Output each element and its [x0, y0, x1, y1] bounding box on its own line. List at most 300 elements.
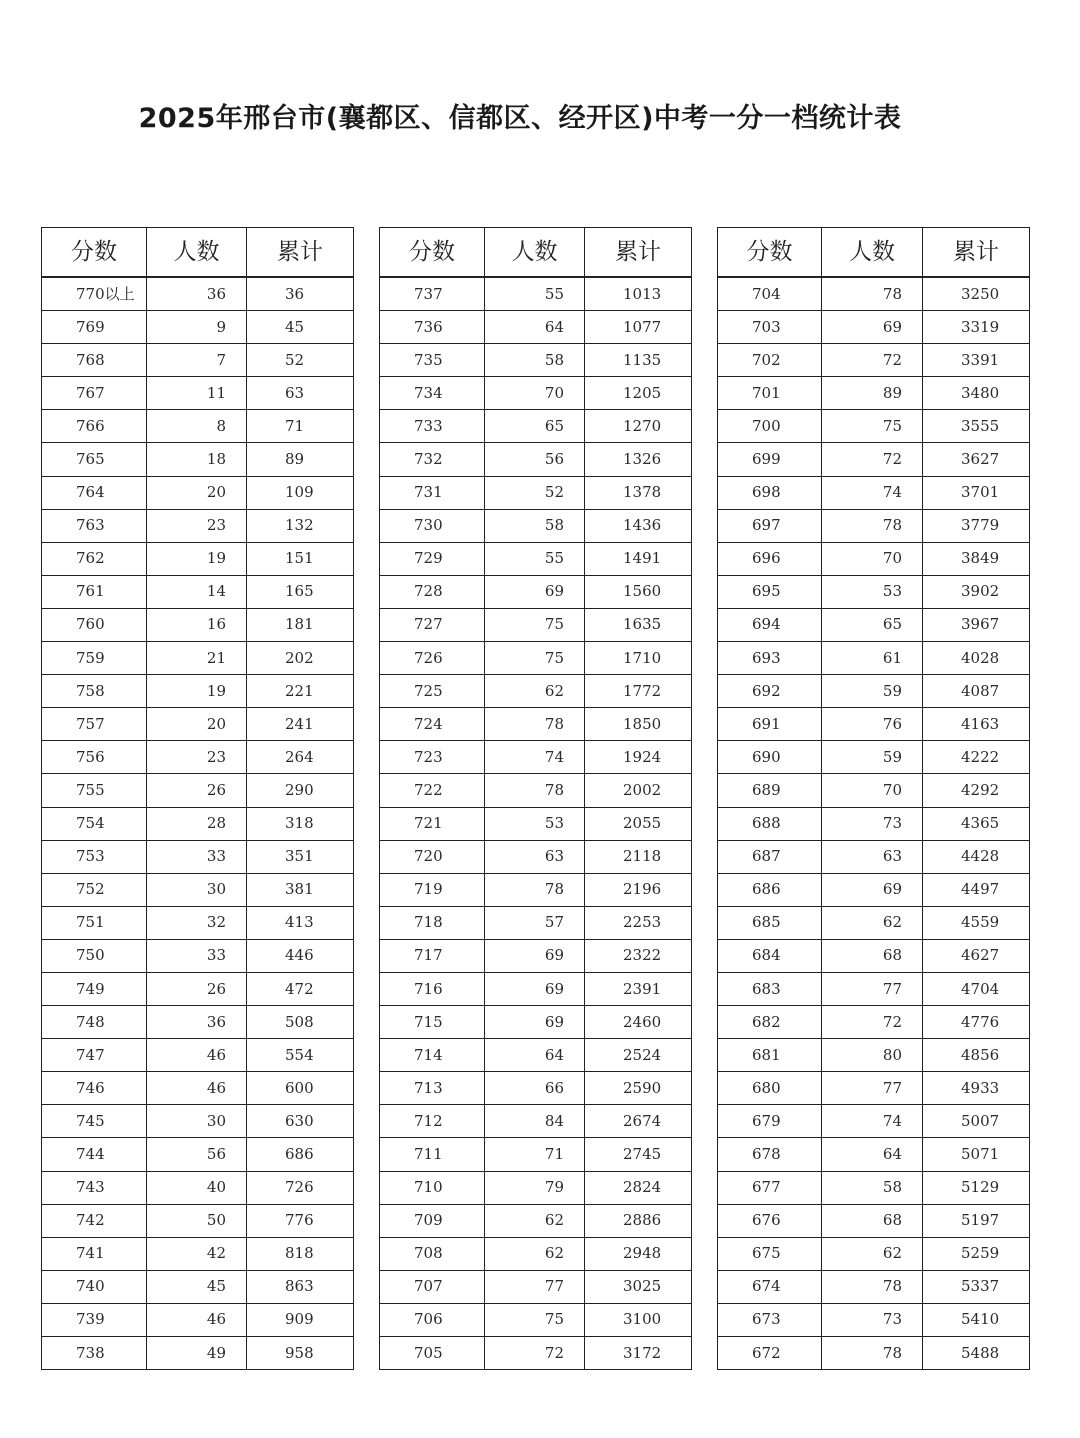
- cell-count: 16: [147, 608, 247, 641]
- page-title: 2025年邢台市(襄都区、信都区、经开区)中考一分一档统计表: [138, 103, 902, 134]
- table-row: [42, 1006, 354, 1039]
- cell-count: 30: [147, 873, 247, 906]
- cell-score: 749: [42, 972, 147, 1005]
- cell-count: 36: [147, 1006, 247, 1039]
- table-row: [718, 675, 1030, 708]
- cell-count: 62: [822, 906, 923, 939]
- cell-count: 30: [147, 1105, 247, 1138]
- cell-cumulative: 2460: [585, 1006, 692, 1039]
- cell-score: 763: [42, 509, 147, 542]
- table-row: [380, 939, 692, 972]
- cell-count: 63: [822, 840, 923, 873]
- cell-cumulative: 2886: [585, 1204, 692, 1237]
- cell-cumulative: 1710: [585, 642, 692, 675]
- table-row: [718, 509, 1030, 542]
- cell-cumulative: 446: [247, 939, 354, 972]
- cell-score: 733: [380, 410, 485, 443]
- cell-cumulative: 3480: [923, 377, 1030, 410]
- score-table-3: [717, 227, 1030, 1370]
- cell-cumulative: 600: [247, 1072, 354, 1105]
- cell-count: 74: [485, 741, 585, 774]
- table-row: [718, 1171, 1030, 1204]
- table-row: [718, 1105, 1030, 1138]
- cell-cumulative: 1135: [585, 344, 692, 377]
- cell-cumulative: 1270: [585, 410, 692, 443]
- cell-score: 745: [42, 1105, 147, 1138]
- cell-count: 69: [485, 939, 585, 972]
- cell-count: 8: [147, 410, 247, 443]
- cell-score: 674: [718, 1270, 822, 1303]
- cell-count: 72: [822, 344, 923, 377]
- cell-count: 56: [485, 443, 585, 476]
- cell-score: 705: [380, 1337, 485, 1370]
- cell-count: 56: [147, 1138, 247, 1171]
- cell-score: 754: [42, 807, 147, 840]
- cell-score: 764: [42, 476, 147, 509]
- table-row: [380, 344, 692, 377]
- cell-count: 19: [147, 542, 247, 575]
- cell-score: 709: [380, 1204, 485, 1237]
- cell-score: 696: [718, 542, 822, 575]
- cell-score: 702: [718, 344, 822, 377]
- cell-score: 735: [380, 344, 485, 377]
- cell-cumulative: 351: [247, 840, 354, 873]
- table-row: [718, 1303, 1030, 1336]
- cell-count: 55: [485, 277, 585, 311]
- cell-score: 685: [718, 906, 822, 939]
- cell-cumulative: 958: [247, 1337, 354, 1370]
- table-header-row: [380, 228, 692, 278]
- cell-count: 78: [485, 774, 585, 807]
- cell-score: 725: [380, 675, 485, 708]
- cell-count: 46: [147, 1303, 247, 1336]
- cell-count: 64: [485, 1039, 585, 1072]
- cell-score: 741: [42, 1237, 147, 1270]
- cell-score: 716: [380, 972, 485, 1005]
- cell-count: 11: [147, 377, 247, 410]
- cell-score: 739: [42, 1303, 147, 1336]
- cell-score: 681: [718, 1039, 822, 1072]
- table-row: [380, 642, 692, 675]
- header-score: 分数: [42, 228, 147, 278]
- table-row: [718, 1237, 1030, 1270]
- table-header-row: [42, 228, 354, 278]
- table-row: [718, 1204, 1030, 1237]
- table-row: [380, 972, 692, 1005]
- table-row: [718, 344, 1030, 377]
- cell-cumulative: 241: [247, 708, 354, 741]
- cell-count: 84: [485, 1105, 585, 1138]
- cell-cumulative: 63: [247, 377, 354, 410]
- cell-score: 684: [718, 939, 822, 972]
- table-row: [380, 708, 692, 741]
- table-row: [718, 807, 1030, 840]
- cell-cumulative: 1205: [585, 377, 692, 410]
- cell-score: 750: [42, 939, 147, 972]
- cell-cumulative: 109: [247, 476, 354, 509]
- cell-cumulative: 2745: [585, 1138, 692, 1171]
- cell-count: 32: [147, 906, 247, 939]
- cell-count: 77: [822, 1072, 923, 1105]
- table-row: [42, 906, 354, 939]
- cell-count: 73: [822, 1303, 923, 1336]
- table-row: [380, 741, 692, 774]
- cell-count: 59: [822, 675, 923, 708]
- cell-count: 20: [147, 476, 247, 509]
- cell-cumulative: 2524: [585, 1039, 692, 1072]
- cell-count: 57: [485, 906, 585, 939]
- cell-count: 50: [147, 1204, 247, 1237]
- cell-score: 683: [718, 972, 822, 1005]
- cell-cumulative: 413: [247, 906, 354, 939]
- cell-count: 23: [147, 741, 247, 774]
- cell-cumulative: 5129: [923, 1171, 1030, 1204]
- cell-count: 69: [485, 972, 585, 1005]
- table-row: [380, 675, 692, 708]
- cell-cumulative: 3250: [923, 277, 1030, 311]
- cell-cumulative: 1924: [585, 741, 692, 774]
- table-row: [42, 476, 354, 509]
- table-row: [380, 906, 692, 939]
- cell-count: 40: [147, 1171, 247, 1204]
- cell-score: 759: [42, 642, 147, 675]
- cell-count: 52: [485, 476, 585, 509]
- cell-score: 769: [42, 311, 147, 344]
- cell-score: 767: [42, 377, 147, 410]
- cell-score: 761: [42, 575, 147, 608]
- cell-score: 678: [718, 1138, 822, 1171]
- cell-cumulative: 36: [247, 277, 354, 311]
- cell-cumulative: 2674: [585, 1105, 692, 1138]
- header-cumulative: 累计: [247, 228, 354, 278]
- table-row: [42, 1105, 354, 1138]
- cell-score: 731: [380, 476, 485, 509]
- cell-count: 33: [147, 840, 247, 873]
- table-row: [380, 807, 692, 840]
- cell-cumulative: 1077: [585, 311, 692, 344]
- cell-count: 61: [822, 642, 923, 675]
- cell-count: 78: [822, 1270, 923, 1303]
- table-row: [42, 344, 354, 377]
- cell-cumulative: 909: [247, 1303, 354, 1336]
- table-row: [718, 575, 1030, 608]
- cell-count: 63: [485, 840, 585, 873]
- table-row: [380, 840, 692, 873]
- cell-score: 687: [718, 840, 822, 873]
- cell-count: 53: [822, 575, 923, 608]
- cell-count: 64: [485, 311, 585, 344]
- cell-score: 732: [380, 443, 485, 476]
- cell-cumulative: 4627: [923, 939, 1030, 972]
- table-row: [42, 840, 354, 873]
- table-row: [718, 1270, 1030, 1303]
- cell-score: 695: [718, 575, 822, 608]
- table-row: [380, 311, 692, 344]
- cell-cumulative: 5071: [923, 1138, 1030, 1171]
- cell-cumulative: 45: [247, 311, 354, 344]
- cell-score: 762: [42, 542, 147, 575]
- cell-cumulative: 3627: [923, 443, 1030, 476]
- cell-count: 69: [822, 873, 923, 906]
- cell-cumulative: 71: [247, 410, 354, 443]
- cell-count: 74: [822, 1105, 923, 1138]
- cell-count: 33: [147, 939, 247, 972]
- cell-cumulative: 318: [247, 807, 354, 840]
- table-row: [42, 1039, 354, 1072]
- cell-cumulative: 221: [247, 675, 354, 708]
- cell-count: 49: [147, 1337, 247, 1370]
- score-table-2: [379, 227, 692, 1370]
- table-row: [42, 377, 354, 410]
- cell-score: 729: [380, 542, 485, 575]
- cell-score: 676: [718, 1204, 822, 1237]
- cell-score: 690: [718, 741, 822, 774]
- cell-cumulative: 290: [247, 774, 354, 807]
- table-row: [380, 377, 692, 410]
- cell-count: 7: [147, 344, 247, 377]
- cell-score: 704: [718, 277, 822, 311]
- table-row: [718, 1039, 1030, 1072]
- cell-cumulative: 2391: [585, 972, 692, 1005]
- cell-score: 737: [380, 277, 485, 311]
- cell-cumulative: 5259: [923, 1237, 1030, 1270]
- cell-count: 19: [147, 675, 247, 708]
- cell-score: 707: [380, 1270, 485, 1303]
- cell-cumulative: 4292: [923, 774, 1030, 807]
- cell-score: 717: [380, 939, 485, 972]
- cell-cumulative: 2322: [585, 939, 692, 972]
- cell-count: 28: [147, 807, 247, 840]
- cell-cumulative: 818: [247, 1237, 354, 1270]
- cell-score: 748: [42, 1006, 147, 1039]
- cell-score: 744: [42, 1138, 147, 1171]
- cell-score: 770以上: [42, 277, 147, 311]
- cell-count: 77: [822, 972, 923, 1005]
- table-row: [718, 443, 1030, 476]
- cell-count: 26: [147, 774, 247, 807]
- cell-count: 46: [147, 1072, 247, 1105]
- cell-cumulative: 3100: [585, 1303, 692, 1336]
- table-row: [380, 1039, 692, 1072]
- table-row: [42, 807, 354, 840]
- cell-score: 699: [718, 443, 822, 476]
- table-row: [42, 675, 354, 708]
- cell-count: 68: [822, 1204, 923, 1237]
- cell-count: 62: [485, 675, 585, 708]
- cell-score: 675: [718, 1237, 822, 1270]
- table-row: [718, 277, 1030, 311]
- cell-cumulative: 4163: [923, 708, 1030, 741]
- table-row: [718, 1006, 1030, 1039]
- cell-cumulative: 4559: [923, 906, 1030, 939]
- cell-score: 752: [42, 873, 147, 906]
- cell-score: 730: [380, 509, 485, 542]
- cell-cumulative: 89: [247, 443, 354, 476]
- cell-score: 758: [42, 675, 147, 708]
- cell-score: 673: [718, 1303, 822, 1336]
- cell-score: 693: [718, 642, 822, 675]
- cell-count: 78: [485, 708, 585, 741]
- cell-count: 65: [822, 608, 923, 641]
- table-row: [380, 1337, 692, 1370]
- cell-cumulative: 202: [247, 642, 354, 675]
- cell-cumulative: 554: [247, 1039, 354, 1072]
- table-row: [718, 476, 1030, 509]
- cell-score: 740: [42, 1270, 147, 1303]
- cell-cumulative: 1326: [585, 443, 692, 476]
- cell-count: 59: [822, 741, 923, 774]
- cell-score: 726: [380, 642, 485, 675]
- cell-cumulative: 2590: [585, 1072, 692, 1105]
- table-header-row: [718, 228, 1030, 278]
- table-row: [380, 1138, 692, 1171]
- cell-count: 78: [822, 509, 923, 542]
- cell-count: 45: [147, 1270, 247, 1303]
- cell-cumulative: 1491: [585, 542, 692, 575]
- table-row: [42, 1237, 354, 1270]
- cell-cumulative: 2055: [585, 807, 692, 840]
- table-row: [380, 1171, 692, 1204]
- cell-score: 721: [380, 807, 485, 840]
- cell-count: 70: [822, 774, 923, 807]
- cell-cumulative: 5488: [923, 1337, 1030, 1370]
- cell-cumulative: 4856: [923, 1039, 1030, 1072]
- table-row: [42, 575, 354, 608]
- cell-cumulative: 2196: [585, 873, 692, 906]
- cell-count: 64: [822, 1138, 923, 1171]
- cell-cumulative: 3555: [923, 410, 1030, 443]
- cell-score: 722: [380, 774, 485, 807]
- table-row: [380, 542, 692, 575]
- table-row: [42, 1270, 354, 1303]
- cell-count: 23: [147, 509, 247, 542]
- cell-cumulative: 4087: [923, 675, 1030, 708]
- table-row: [380, 1105, 692, 1138]
- cell-score: 689: [718, 774, 822, 807]
- table-row: [718, 840, 1030, 873]
- table-row: [718, 1138, 1030, 1171]
- cell-cumulative: 2002: [585, 774, 692, 807]
- cell-count: 78: [822, 1337, 923, 1370]
- cell-count: 72: [485, 1337, 585, 1370]
- table-row: [718, 311, 1030, 344]
- cell-cumulative: 2824: [585, 1171, 692, 1204]
- cell-score: 742: [42, 1204, 147, 1237]
- table-row: [718, 1337, 1030, 1370]
- cell-count: 77: [485, 1270, 585, 1303]
- cell-score: 713: [380, 1072, 485, 1105]
- cell-score: 708: [380, 1237, 485, 1270]
- table-row: [718, 642, 1030, 675]
- cell-cumulative: 2253: [585, 906, 692, 939]
- cell-cumulative: 4776: [923, 1006, 1030, 1039]
- cell-score: 682: [718, 1006, 822, 1039]
- table-row: [42, 1171, 354, 1204]
- cell-cumulative: 4028: [923, 642, 1030, 675]
- cell-score: 712: [380, 1105, 485, 1138]
- cell-cumulative: 4704: [923, 972, 1030, 1005]
- cell-score: 701: [718, 377, 822, 410]
- cell-cumulative: 3779: [923, 509, 1030, 542]
- cell-cumulative: 5337: [923, 1270, 1030, 1303]
- cell-cumulative: 863: [247, 1270, 354, 1303]
- cell-score: 747: [42, 1039, 147, 1072]
- cell-count: 58: [485, 344, 585, 377]
- cell-count: 79: [485, 1171, 585, 1204]
- cell-cumulative: 1635: [585, 608, 692, 641]
- cell-count: 75: [485, 608, 585, 641]
- table-row: [380, 1072, 692, 1105]
- cell-cumulative: 4497: [923, 873, 1030, 906]
- cell-cumulative: 1772: [585, 675, 692, 708]
- cell-cumulative: 3701: [923, 476, 1030, 509]
- cell-score: 680: [718, 1072, 822, 1105]
- cell-cumulative: 165: [247, 575, 354, 608]
- cell-count: 69: [485, 575, 585, 608]
- cell-count: 26: [147, 972, 247, 1005]
- table-row: [42, 608, 354, 641]
- table-row: [42, 873, 354, 906]
- cell-score: 686: [718, 873, 822, 906]
- cell-count: 42: [147, 1237, 247, 1270]
- cell-score: 691: [718, 708, 822, 741]
- table-row: [718, 972, 1030, 1005]
- cell-count: 75: [485, 642, 585, 675]
- table-row: [42, 542, 354, 575]
- cell-cumulative: 5197: [923, 1204, 1030, 1237]
- table-row: [42, 642, 354, 675]
- cell-cumulative: 3391: [923, 344, 1030, 377]
- cell-count: 76: [822, 708, 923, 741]
- table-row: [380, 1006, 692, 1039]
- cell-count: 58: [485, 509, 585, 542]
- cell-score: 720: [380, 840, 485, 873]
- table-row: [42, 741, 354, 774]
- cell-cumulative: 3319: [923, 311, 1030, 344]
- table-row: [42, 1204, 354, 1237]
- cell-count: 21: [147, 642, 247, 675]
- table-row: [380, 1303, 692, 1336]
- table-row: [718, 377, 1030, 410]
- table-row: [380, 774, 692, 807]
- cell-count: 74: [822, 476, 923, 509]
- cell-count: 75: [485, 1303, 585, 1336]
- cell-cumulative: 1436: [585, 509, 692, 542]
- table-row: [718, 708, 1030, 741]
- cell-score: 728: [380, 575, 485, 608]
- cell-count: 18: [147, 443, 247, 476]
- cell-count: 62: [485, 1204, 585, 1237]
- cell-score: 751: [42, 906, 147, 939]
- cell-score: 697: [718, 509, 822, 542]
- header-count: 人数: [822, 228, 923, 278]
- table-row: [718, 1072, 1030, 1105]
- table-row: [380, 509, 692, 542]
- table-row: [42, 1072, 354, 1105]
- cell-count: 70: [485, 377, 585, 410]
- table-row: [42, 311, 354, 344]
- cell-cumulative: 381: [247, 873, 354, 906]
- table-row: [42, 708, 354, 741]
- table-row: [380, 476, 692, 509]
- cell-score: 715: [380, 1006, 485, 1039]
- cell-cumulative: 4428: [923, 840, 1030, 873]
- cell-cumulative: 508: [247, 1006, 354, 1039]
- table-row: [380, 410, 692, 443]
- header-count: 人数: [147, 228, 247, 278]
- cell-score: 766: [42, 410, 147, 443]
- table-row: [380, 873, 692, 906]
